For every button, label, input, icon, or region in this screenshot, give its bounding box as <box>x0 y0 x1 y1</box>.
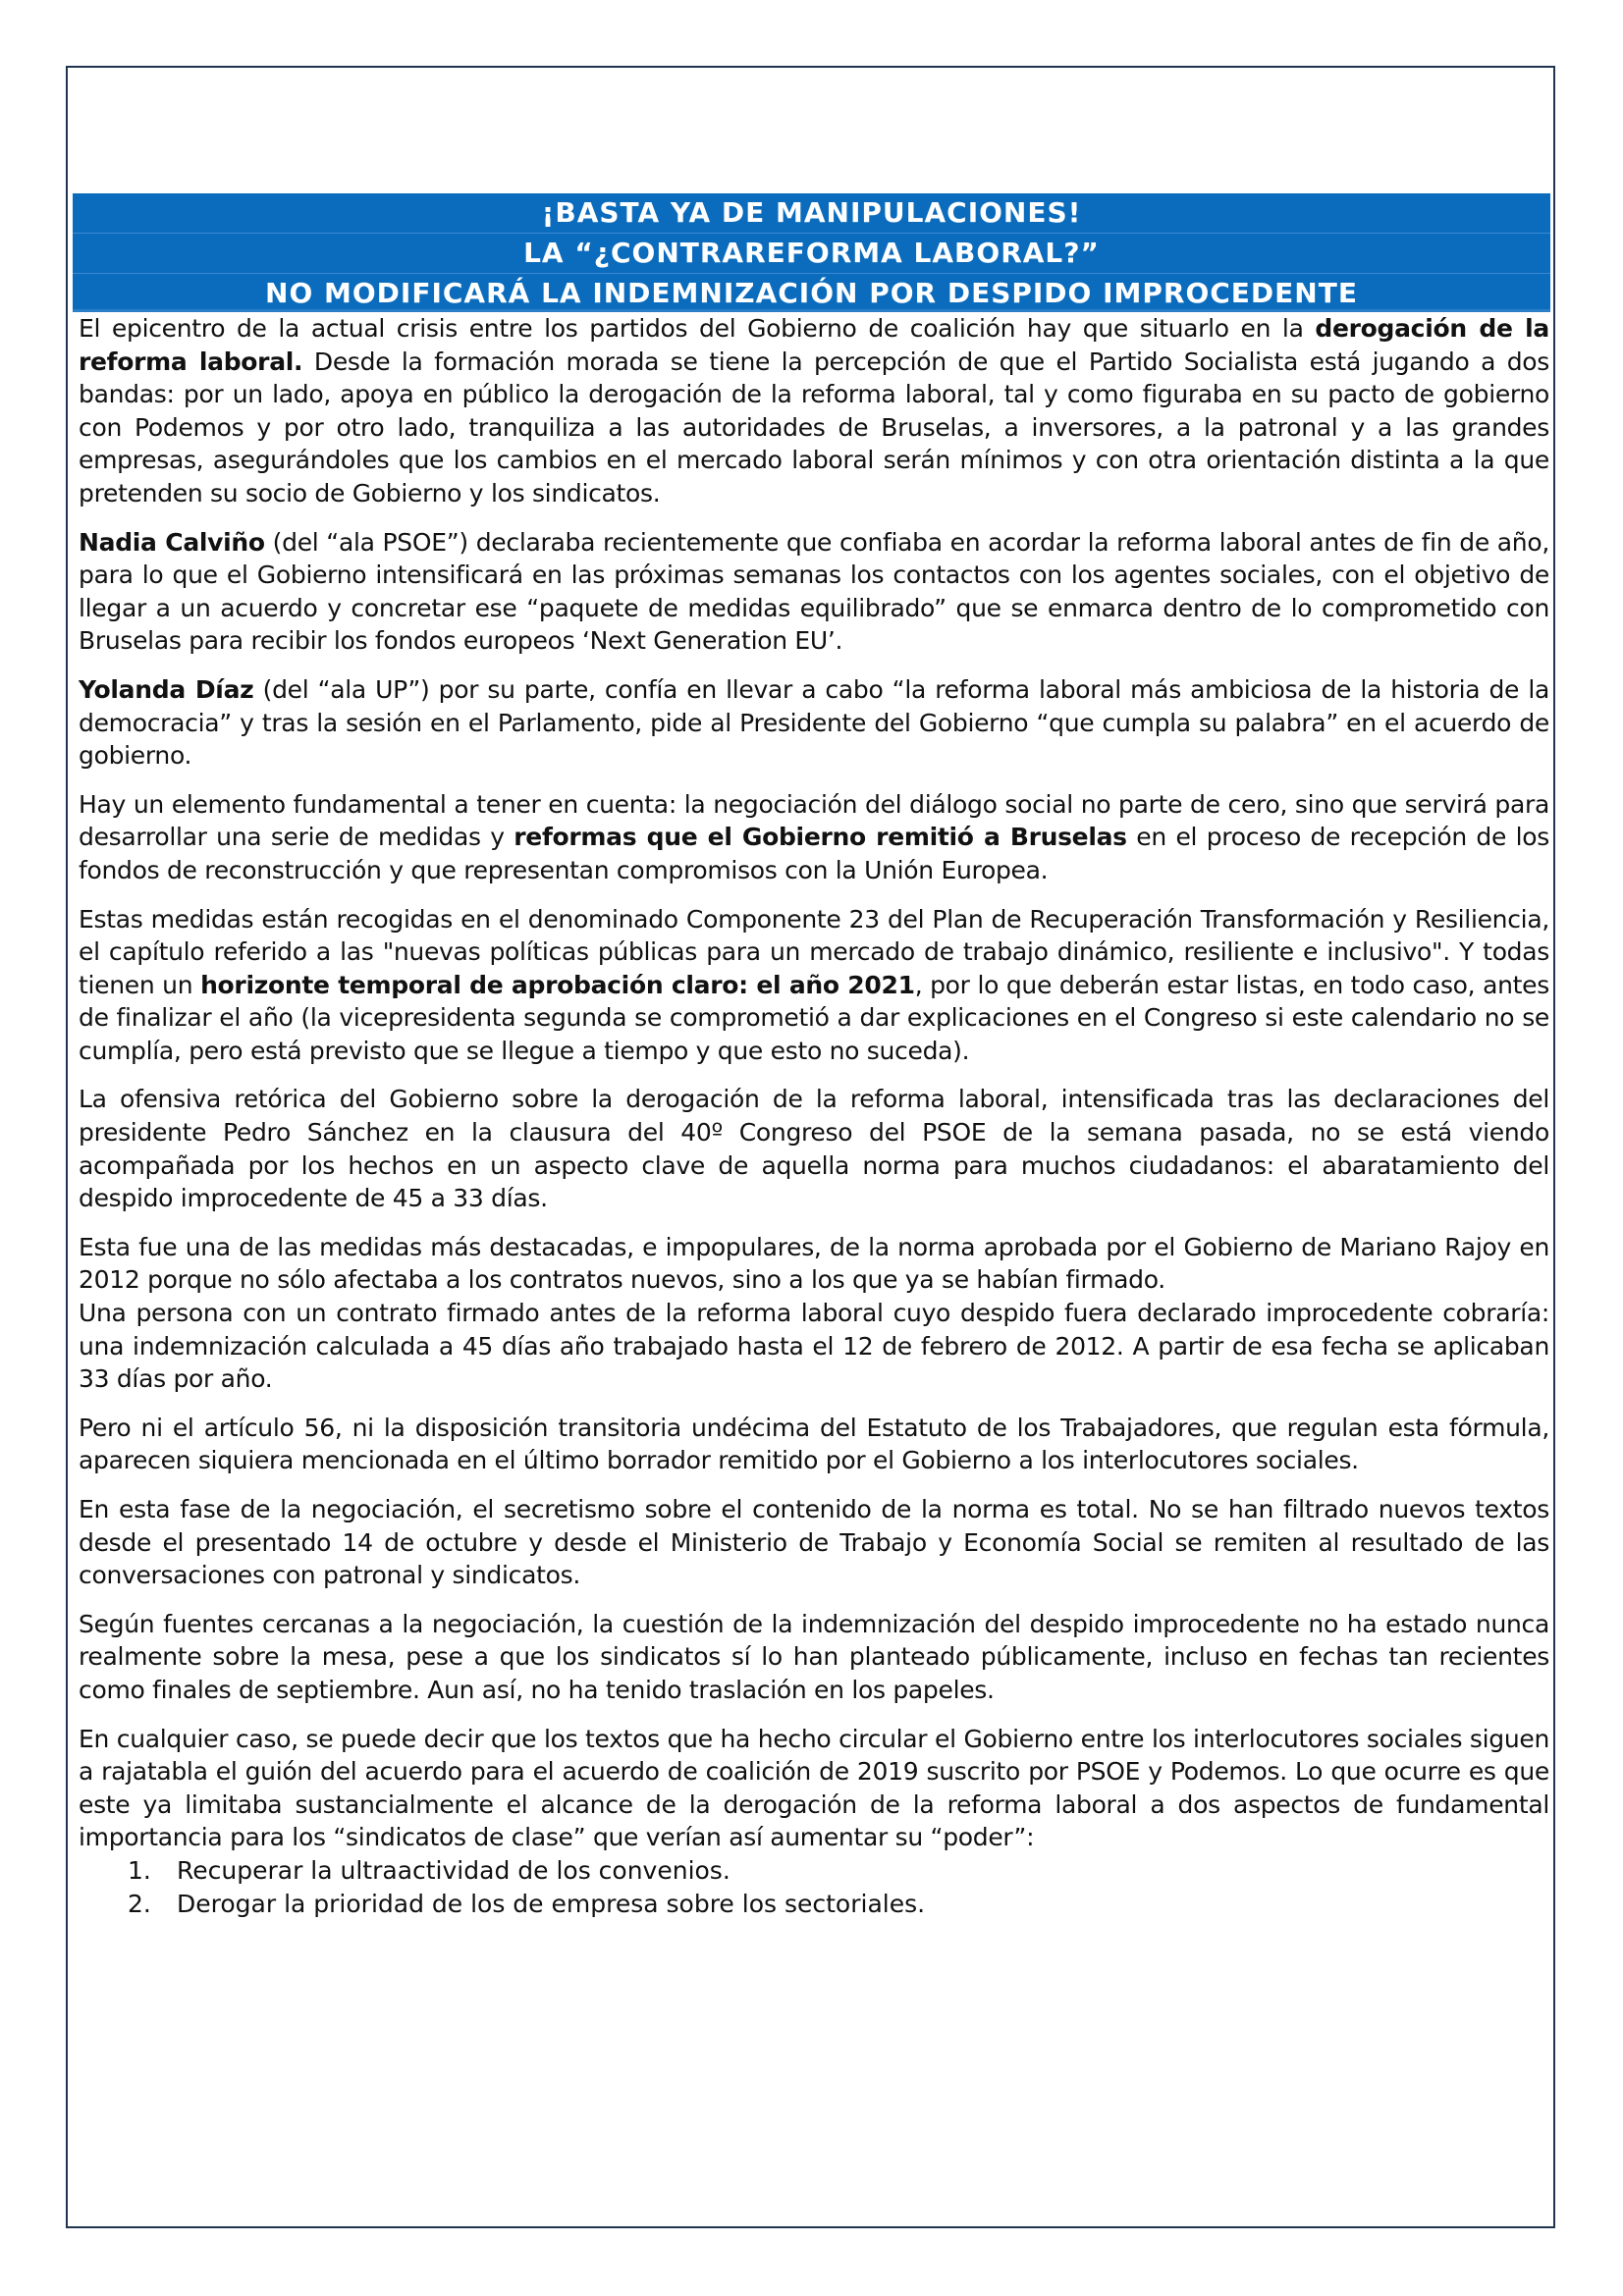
paragraph-5: Estas medidas están recogidas en el denominado Componente 23 del Plan de Recuperación Transformación y Resiliencia, el capítulo referido a las "nuevas políticas públicas para un mercado de trabajo dinámico, resiliente e inclusivo". Y todas tienen un horizonte temporal de aprobación claro: el año 2021, por lo que deberán estar listas, en todo caso, antes de finalizar el año (la vicepresidenta segunda se comprometió a dar explicaciones en el Congreso si este calendario no se cumplía, pero está previsto que se llegue a tiempo y que esto no suceda). <box>79 904 1549 1065</box>
emphasis: horizonte temporal de aprobación claro: el año 2021 <box>200 970 915 999</box>
paragraph-1: El epicentro de la actual crisis entre los partidos del Gobierno de coalición hay que situarlo en la derogación de la reforma laboral. Desde la formación morada se tiene la percepción de que el Partido Socialista está jugando a dos bandas: por un lado, apoya en público la derogación de la reforma laboral, tal y como figuraba en su pacto de gobierno con Podemos y por otro lado, tranquiliza a las autoridades de Bruselas, a inversores, a la patronal y a las grandes empresas, asegurándoles que los cambios en el mercado laboral serán mínimos y con otra orientación distinta a la que pretenden su socio de Gobierno y los sindicatos. <box>79 314 1550 507</box>
headline-line-2: LA “¿CONTRAREFORMA LABORAL?” <box>73 234 1550 274</box>
paragraph-11: En cualquier caso, se puede decir que los textos que ha hecho circular el Gobierno entre los interlocutores sociales siguen a rajatabla el guión del acuerdo para el acuerdo de coalición de 2019 suscrito por PSOE y Podemos. Lo que ocurre es que este ya limitaba sustancialmente el alcance de la derogación de la reforma laboral a dos aspectos de fundamental importancia para los “sindicatos de clase” que verían así aumentar su “poder”: <box>79 1724 1549 1852</box>
paragraph-7: Esta fue una de las medidas más destacadas, e impopulares, de la norma aprobada por el Gobierno de Mariano Rajoy en 2012 porque no sólo afectaba a los contratos nuevos, sino a los que ya se habían firmado. Una persona con un contrato firmado antes de la reforma laboral cuyo despido fuera declarado improcedente cobraría: una indemnización calculada a 45 días año trabajado hasta el 12 de febrero de 2012. A partir de esa fecha se aplicaban 33 días por año. <box>79 1232 1549 1394</box>
headline-line-3: NO MODIFICARÁ LA INDEMNIZACIÓN POR DESPIDO IMPROCEDENTE <box>265 277 1358 309</box>
paragraph-6: La ofensiva retórica del Gobierno sobre la derogación de la reforma laboral, intensificada tras las declaraciones del presidente Pedro Sánchez en la clausura del 40º Congreso del PSOE de la semana pasada, no se está viendo acompañada por los hechos en un aspecto clave de aquella norma para muchos ciudadanos: el abaratamiento del despido improcedente de 45 a 33 días. <box>79 1085 1549 1213</box>
paragraph-3: Yolanda Díaz (del “ala UP”) por su parte, confía en llevar a cabo “la reforma laboral más ambiciosa de la historia de la democracia” y tras la sesión en el Parlamento, pide al Presidente del Gobierno “que cumpla su palabra” en el acuerdo de gobierno. <box>79 674 1549 771</box>
numbered-list <box>79 1854 1549 1920</box>
paragraph-4: Hay un elemento fundamental a tener en cuenta: la negociación del diálogo social no parte de cero, sino que servirá para desarrollar una serie de medidas y reformas que el Gobierno remitió a Bruselas en el proceso de recepción de los fondos de reconstrucción y que representan compromisos con la Unión Europea. <box>79 789 1549 884</box>
emphasis: derogación de la reforma laboral. <box>79 314 1549 376</box>
paragraph-2: Nadia Calviño (del “ala PSOE”) declaraba recientemente que confiaba en acordar la reforma laboral antes de fin de año, para lo que el Gobierno intensificará en las próximas semanas los contactos con los agentes sociales, con el objetivo de llegar a un acuerdo y concretar ese “paquete de medidas equilibrado” que se enmarca dentro de lo comprometido con Bruselas para recibir los fondos europeos ‘Next Generation EU’. <box>79 527 1549 656</box>
paragraph-10: Según fuentes cercanas a la negociación, la cuestión de la indemnización del despido improcedente no ha estado nunca realmente sobre la mesa, pese a que los sindicatos sí lo han planteado públicamente, incluso en fechas tan recientes como finales de septiembre. Aun así, no ha tenido traslación en los papeles. <box>79 1609 1549 1704</box>
list-item: 2. Derogar la prioridad de los de empresa sobre los sectoriales. <box>128 1889 926 1918</box>
person-name: Nadia Calviño <box>79 527 265 557</box>
paragraph-9: En esta fase de la negociación, el secretismo sobre el contenido de la norma es total. No se han filtrado nuevos textos desde el presentado 14 de octubre y desde el Ministerio de Trabajo y Economía Social se remiten al resultado de las conversaciones con patronal y sindicatos. <box>79 1495 1549 1590</box>
paragraph-8: Pero ni el artículo 56, ni la disposición transitoria undécima del Estatuto de los Trabajadores, que regulan esta fórmula, aparecen siquiera mencionada en el último borrador remitido por el Gobierno a los interlocutores sociales. <box>79 1413 1549 1475</box>
headline-banner <box>73 193 1550 312</box>
headline-line-1: ¡BASTA YA DE MANIPULACIONES! <box>73 193 1550 234</box>
article-body <box>79 312 1549 1920</box>
list-item: 1. Recuperar la ultraactividad de los convenios. <box>128 1855 730 1885</box>
person-name: Yolanda Díaz <box>79 674 254 704</box>
emphasis: reformas que el Gobierno remitió a Bruselas <box>514 823 1127 852</box>
